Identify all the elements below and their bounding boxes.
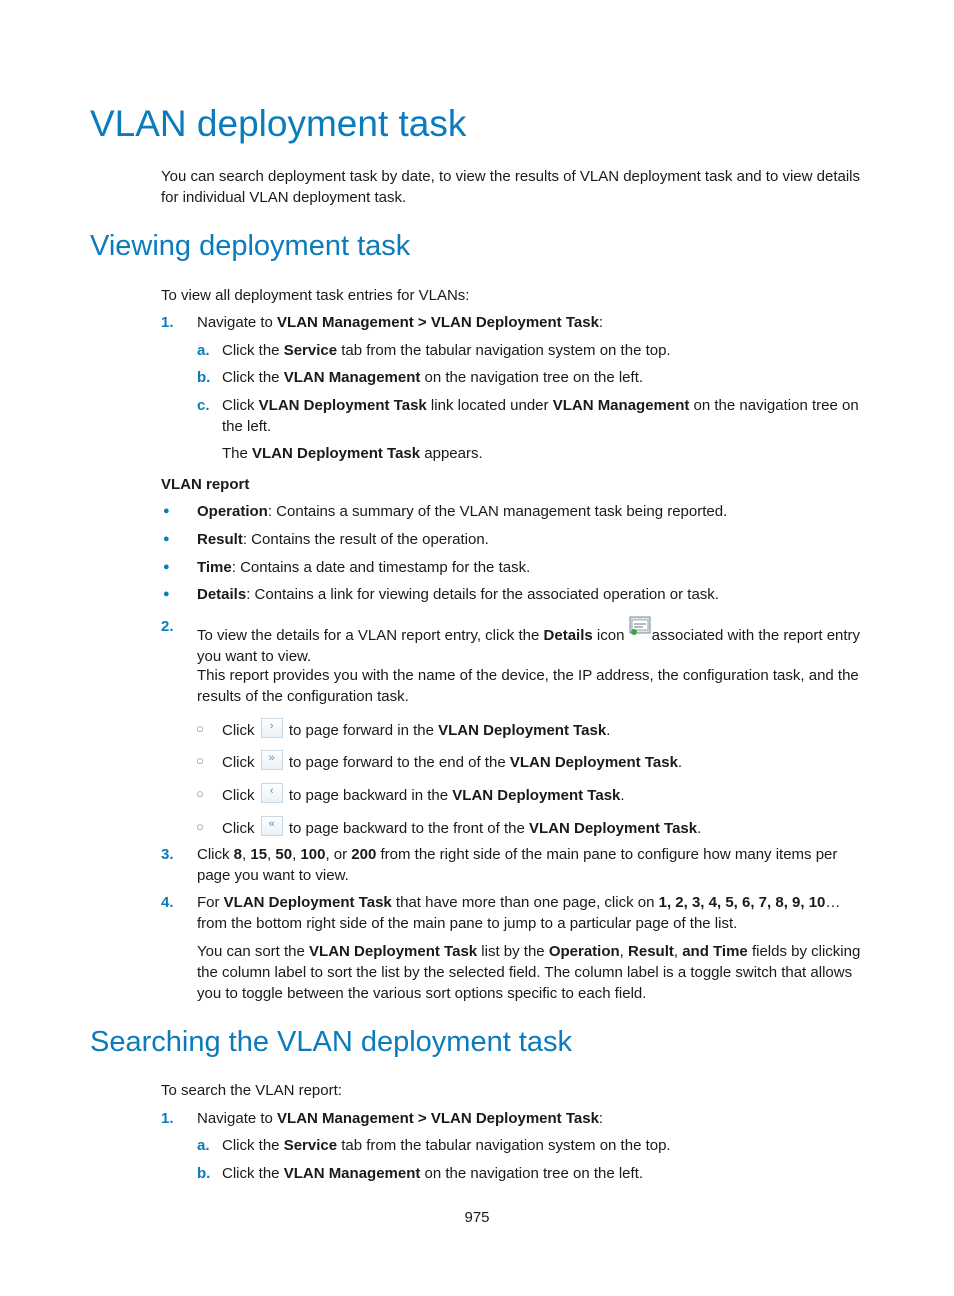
step3-text: Click 8, 15, 50, 100, or 200 from the right side of the main pane to configure how many items per page you want to view. xyxy=(197,846,838,884)
substep-letter: a. xyxy=(197,342,210,359)
appears-text: The VLAN Deployment Task appears. xyxy=(222,445,483,462)
nav-item: Click « to page backward to the front of the VLAN Deployment Task. xyxy=(222,818,702,837)
bullet-item: Time: Contains a date and timestamp for the task. xyxy=(197,559,531,576)
circle-bullet-icon: ○ xyxy=(196,753,204,768)
page-number: 975 xyxy=(464,1209,490,1226)
circle-bullet-icon: ○ xyxy=(196,786,204,801)
section-heading-viewing: Viewing deployment task xyxy=(90,230,411,262)
step-number: 1. xyxy=(161,314,174,331)
bullet-icon: ● xyxy=(163,561,170,573)
page-title: VLAN deployment task xyxy=(90,103,467,144)
s2-step1a-text: Click the Service tab from the tabular navigation system on the top. xyxy=(222,1137,671,1154)
bullet-item: Result: Contains the result of the operation. xyxy=(197,531,489,548)
bullet-item: Operation: Contains a summary of the VLAN management task being reported. xyxy=(197,503,728,520)
bullet-item: Details: Contains a link for viewing details for the associated operation or task. xyxy=(197,586,719,603)
details-icon[interactable] xyxy=(629,616,651,636)
step2-paragraph: This report provides you with the name of the device, the IP address, the configuration task, and the results of the configuration task. xyxy=(197,667,859,705)
circle-bullet-icon: ○ xyxy=(196,721,204,736)
bullet-icon: ● xyxy=(163,533,170,545)
section-heading-searching: Searching the VLAN deployment task xyxy=(90,1026,572,1058)
substep-letter: a. xyxy=(197,1137,210,1154)
prev-page-icon[interactable]: ‹ xyxy=(261,783,283,803)
substep-letter: b. xyxy=(197,1165,211,1182)
circle-bullet-icon: ○ xyxy=(196,819,204,834)
section1-lead: To view all deployment task entries for VLANs: xyxy=(161,287,470,304)
nav-item: Click › to page forward in the VLAN Deployment Task. xyxy=(222,720,611,739)
step-number: 2. xyxy=(161,618,174,635)
last-page-icon[interactable]: » xyxy=(261,750,283,770)
substep-letter: b. xyxy=(197,369,211,386)
step1-text: Navigate to VLAN Management > VLAN Deployment Task: xyxy=(197,314,604,331)
next-page-icon[interactable]: › xyxy=(261,718,283,738)
nav-item: Click ‹ to page backward in the VLAN Deployment Task. xyxy=(222,785,625,804)
report-subheading: VLAN report xyxy=(161,476,250,493)
step1c-text: Click VLAN Deployment Task link located under VLAN Management on the navigation tree on the left. xyxy=(222,397,859,435)
intro-paragraph: You can search deployment task by date, to view the results of VLAN deployment task and to view details for individual VLAN deployment task. xyxy=(161,168,861,206)
menu-path: VLAN Management > VLAN Deployment Task xyxy=(277,314,599,331)
step-number: 4. xyxy=(161,894,174,911)
bullet-icon: ● xyxy=(163,505,170,517)
bullet-icon: ● xyxy=(163,588,170,600)
step1b-text: Click the VLAN Management on the navigation tree on the left. xyxy=(222,369,644,386)
section2-lead: To search the VLAN report: xyxy=(161,1082,342,1099)
nav-item: Click » to page forward to the end of the VLAN Deployment Task. xyxy=(222,752,683,771)
step4-text: For VLAN Deployment Task that have more than one page, click on 1, 2, 3, 4, 5, 6, 7, 8, 9, 10… from the bottom right side of the main pane to jump to a particular page of the list. xyxy=(197,894,841,932)
step1a-text: Click the Service tab from the tabular navigation system on the top. xyxy=(222,342,671,359)
s2-step1b-text: Click the VLAN Management on the navigation tree on the left. xyxy=(222,1165,644,1182)
s2-step1-text: Navigate to VLAN Management > VLAN Deployment Task: xyxy=(197,1110,604,1127)
step-number: 3. xyxy=(161,846,174,863)
step2-text: To view the details for a VLAN report entry, click the Details icon associated with the report entry you want to view. xyxy=(197,616,862,667)
step4-paragraph: You can sort the VLAN Deployment Task list by the Operation, Result, and Time fields by clicking the column label to sort the list by the selected field. The column label is a toggle switch that allows you to toggle between the various sort options specific to each field. xyxy=(197,943,861,1002)
first-page-icon[interactable]: « xyxy=(261,816,283,836)
substep-letter: c. xyxy=(197,397,210,414)
step-number: 1. xyxy=(161,1110,174,1127)
